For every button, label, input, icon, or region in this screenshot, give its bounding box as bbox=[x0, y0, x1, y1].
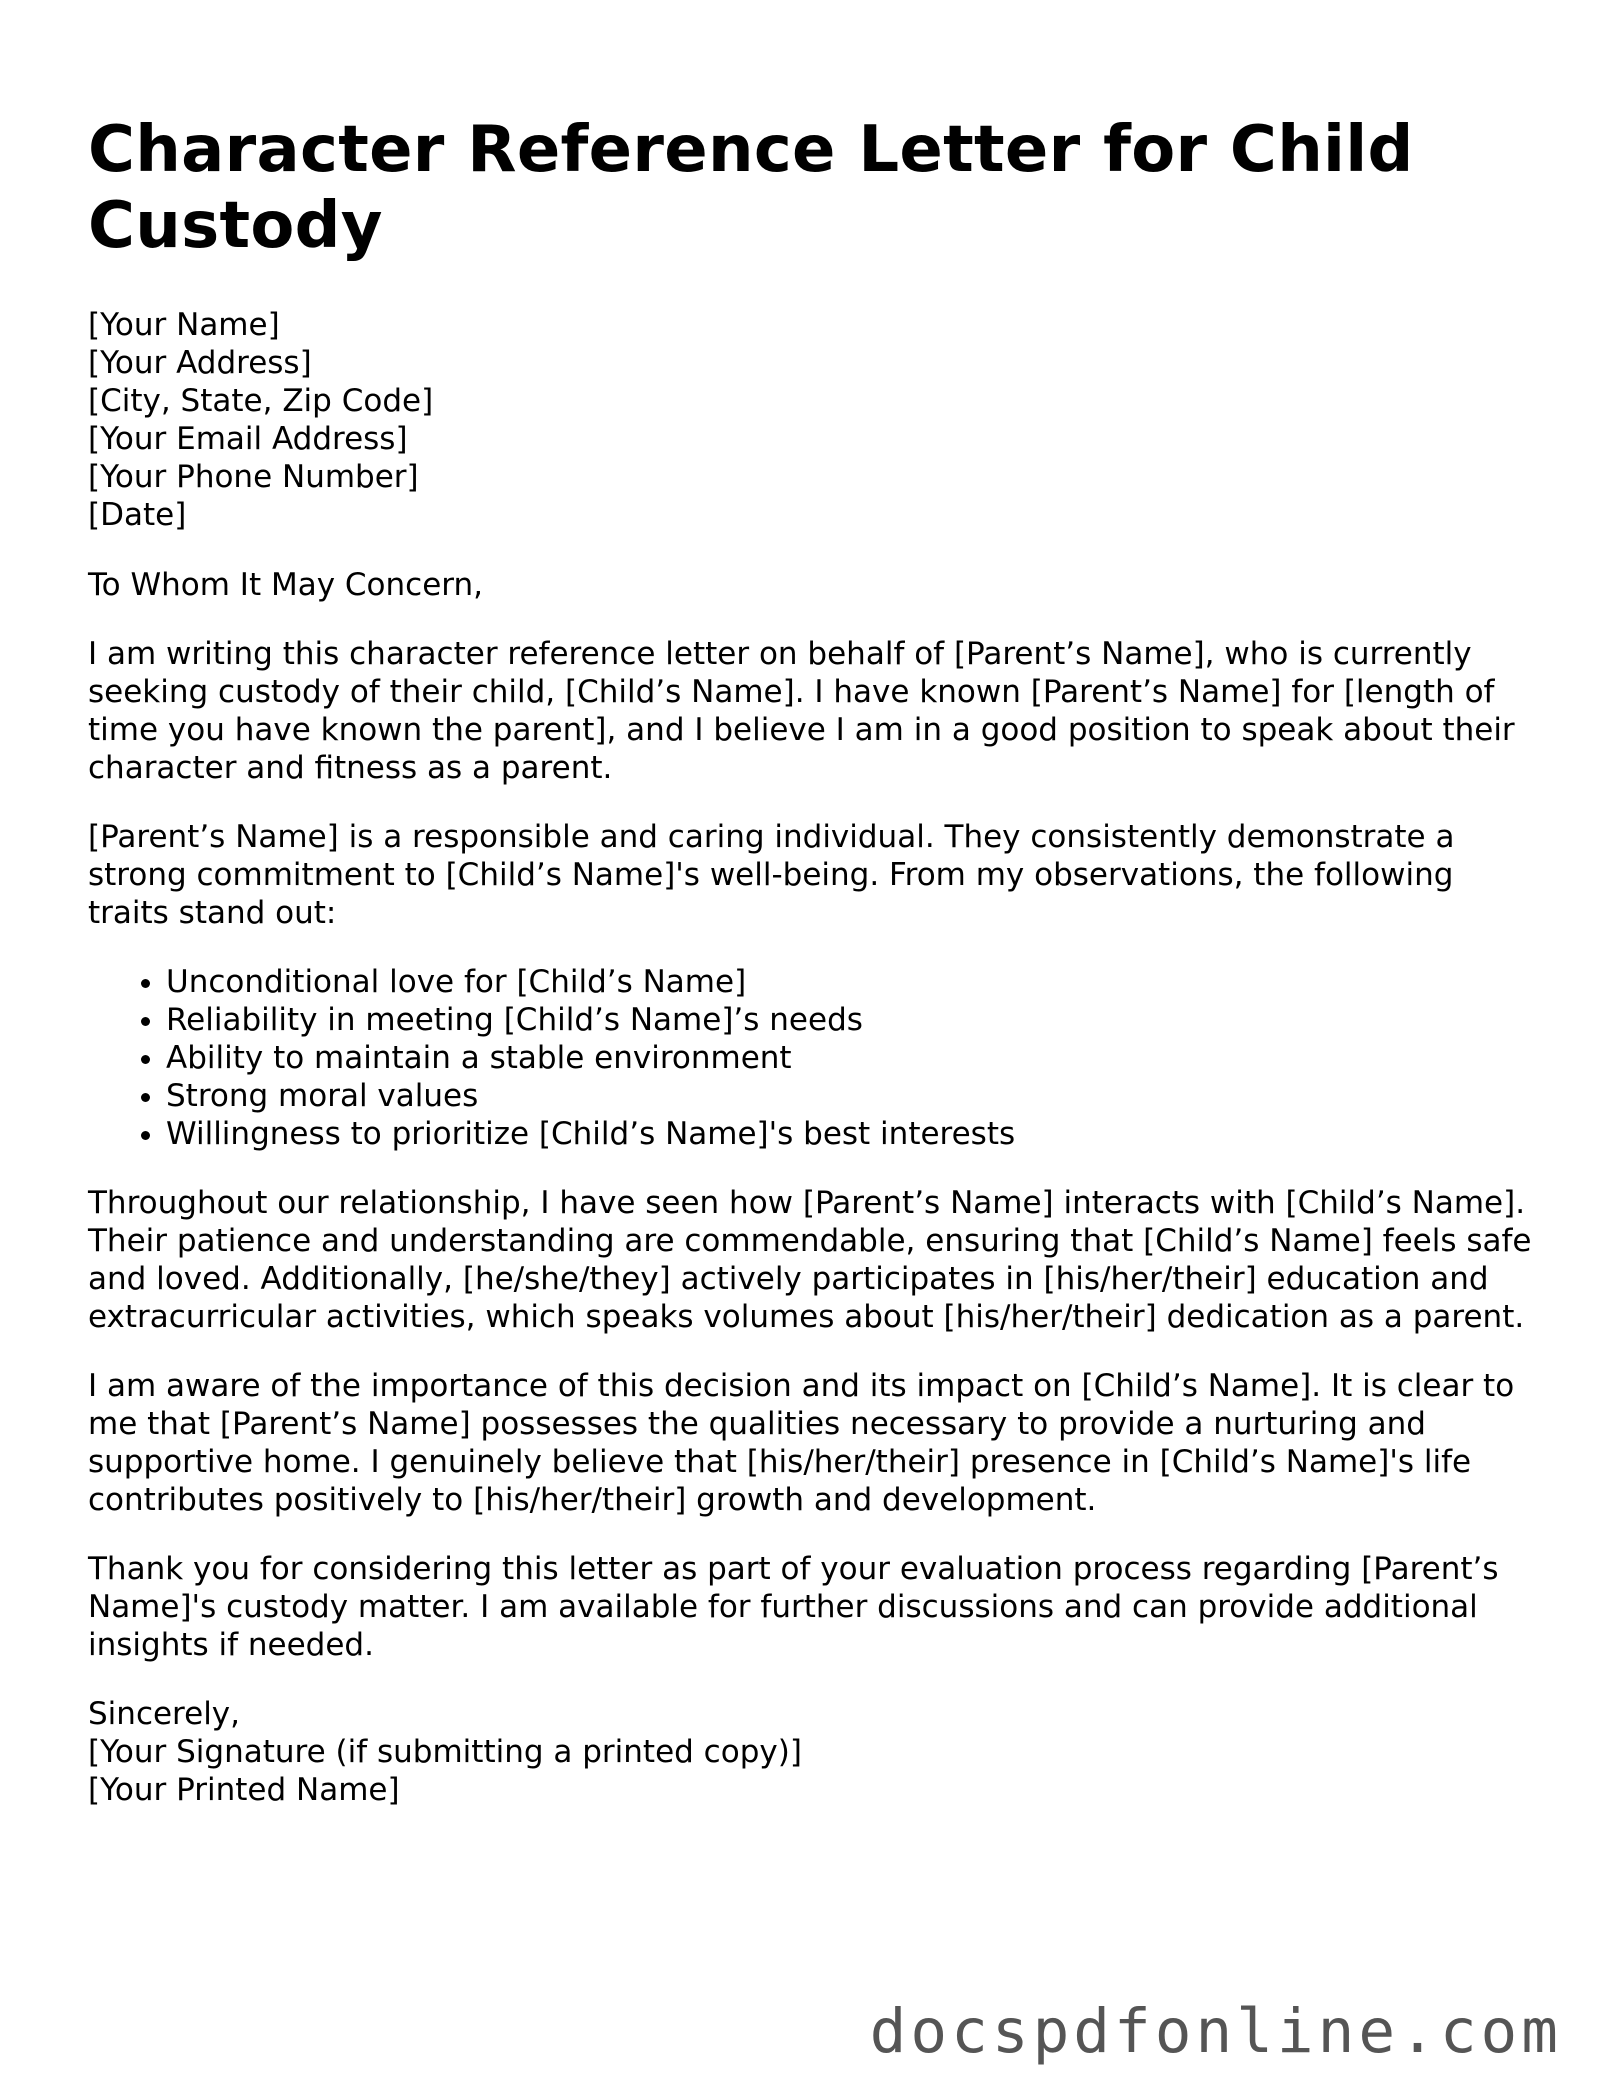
valediction: Sincerely, bbox=[88, 1696, 241, 1732]
paragraph-intro: I am writing this character reference letter on behalf of [Parent’s Name], who is currently seeking custody of their child, [Child’s Name]. I have known [Parent’s Name] for [length of time you have known the parent], and I believe I am in a good position to speak about their character and fitness as a parent. bbox=[88, 636, 1515, 786]
printed-name: [Your Printed Name] bbox=[88, 1772, 400, 1808]
list-item: • Reliability in meeting [Child’s Name]’s needs bbox=[166, 1001, 1538, 1039]
closing-block bbox=[88, 1695, 1538, 1809]
list-item: • Strong moral values bbox=[166, 1077, 1538, 1115]
letter-date: [Date] bbox=[88, 497, 187, 533]
paragraph-relationship: Throughout our relationship, I have seen how [Parent’s Name] interacts with [Child’s Name]. Their patience and understanding are commendable, ensuring that [Child’s Name] feels safe and loved. Additionally, [he/she/they] actively participates in [his/her/their] education and extracurricular activities, which speaks volumes about [his/her/their] dedication as a parent. bbox=[88, 1185, 1532, 1335]
list-item: • Unconditional love for [Child’s Name] bbox=[166, 963, 1538, 1001]
list-item: • Ability to maintain a stable environment bbox=[166, 1039, 1538, 1077]
sender-city-state-zip: [City, State, Zip Code] bbox=[88, 383, 434, 419]
traits-list bbox=[88, 963, 1538, 1153]
sender-email: [Your Email Address] bbox=[88, 421, 408, 457]
paragraph-traits-intro: [Parent’s Name] is a responsible and caring individual. They consistently demonstrate a strong commitment to [Child’s Name]'s well-being. From my observations, the following traits stand out: bbox=[88, 819, 1455, 931]
list-item: • Willingness to prioritize [Child’s Name]'s best interests bbox=[166, 1115, 1538, 1153]
page-title: Character Reference Letter for Child Custody bbox=[88, 113, 1414, 263]
paragraph-importance: I am aware of the importance of this decision and its impact on [Child’s Name]. It is clear to me that [Parent’s Name] possesses the qualities necessary to provide a nurturing and supportive home. I genuinely believe that [his/her/their] presence in [Child’s Name]'s life contributes positively to [his/her/their] growth and development. bbox=[88, 1368, 1515, 1518]
sender-name: [Your Name] bbox=[88, 307, 280, 343]
sender-phone: [Your Phone Number] bbox=[88, 459, 419, 495]
letter-page bbox=[88, 112, 1538, 1809]
signature-line: [Your Signature (if submitting a printed copy)] bbox=[88, 1734, 802, 1770]
salutation: To Whom It May Concern, bbox=[88, 567, 483, 603]
watermark: docspdfonline.com bbox=[869, 1996, 1562, 2067]
paragraph-thanks: Thank you for considering this letter as part of your evaluation process regarding [Parent’s Name]'s custody matter. I am available for further discussions and can provide additional insights if needed. bbox=[88, 1551, 1499, 1663]
sender-address: [Your Address] bbox=[88, 345, 312, 381]
sender-block bbox=[88, 306, 1538, 534]
